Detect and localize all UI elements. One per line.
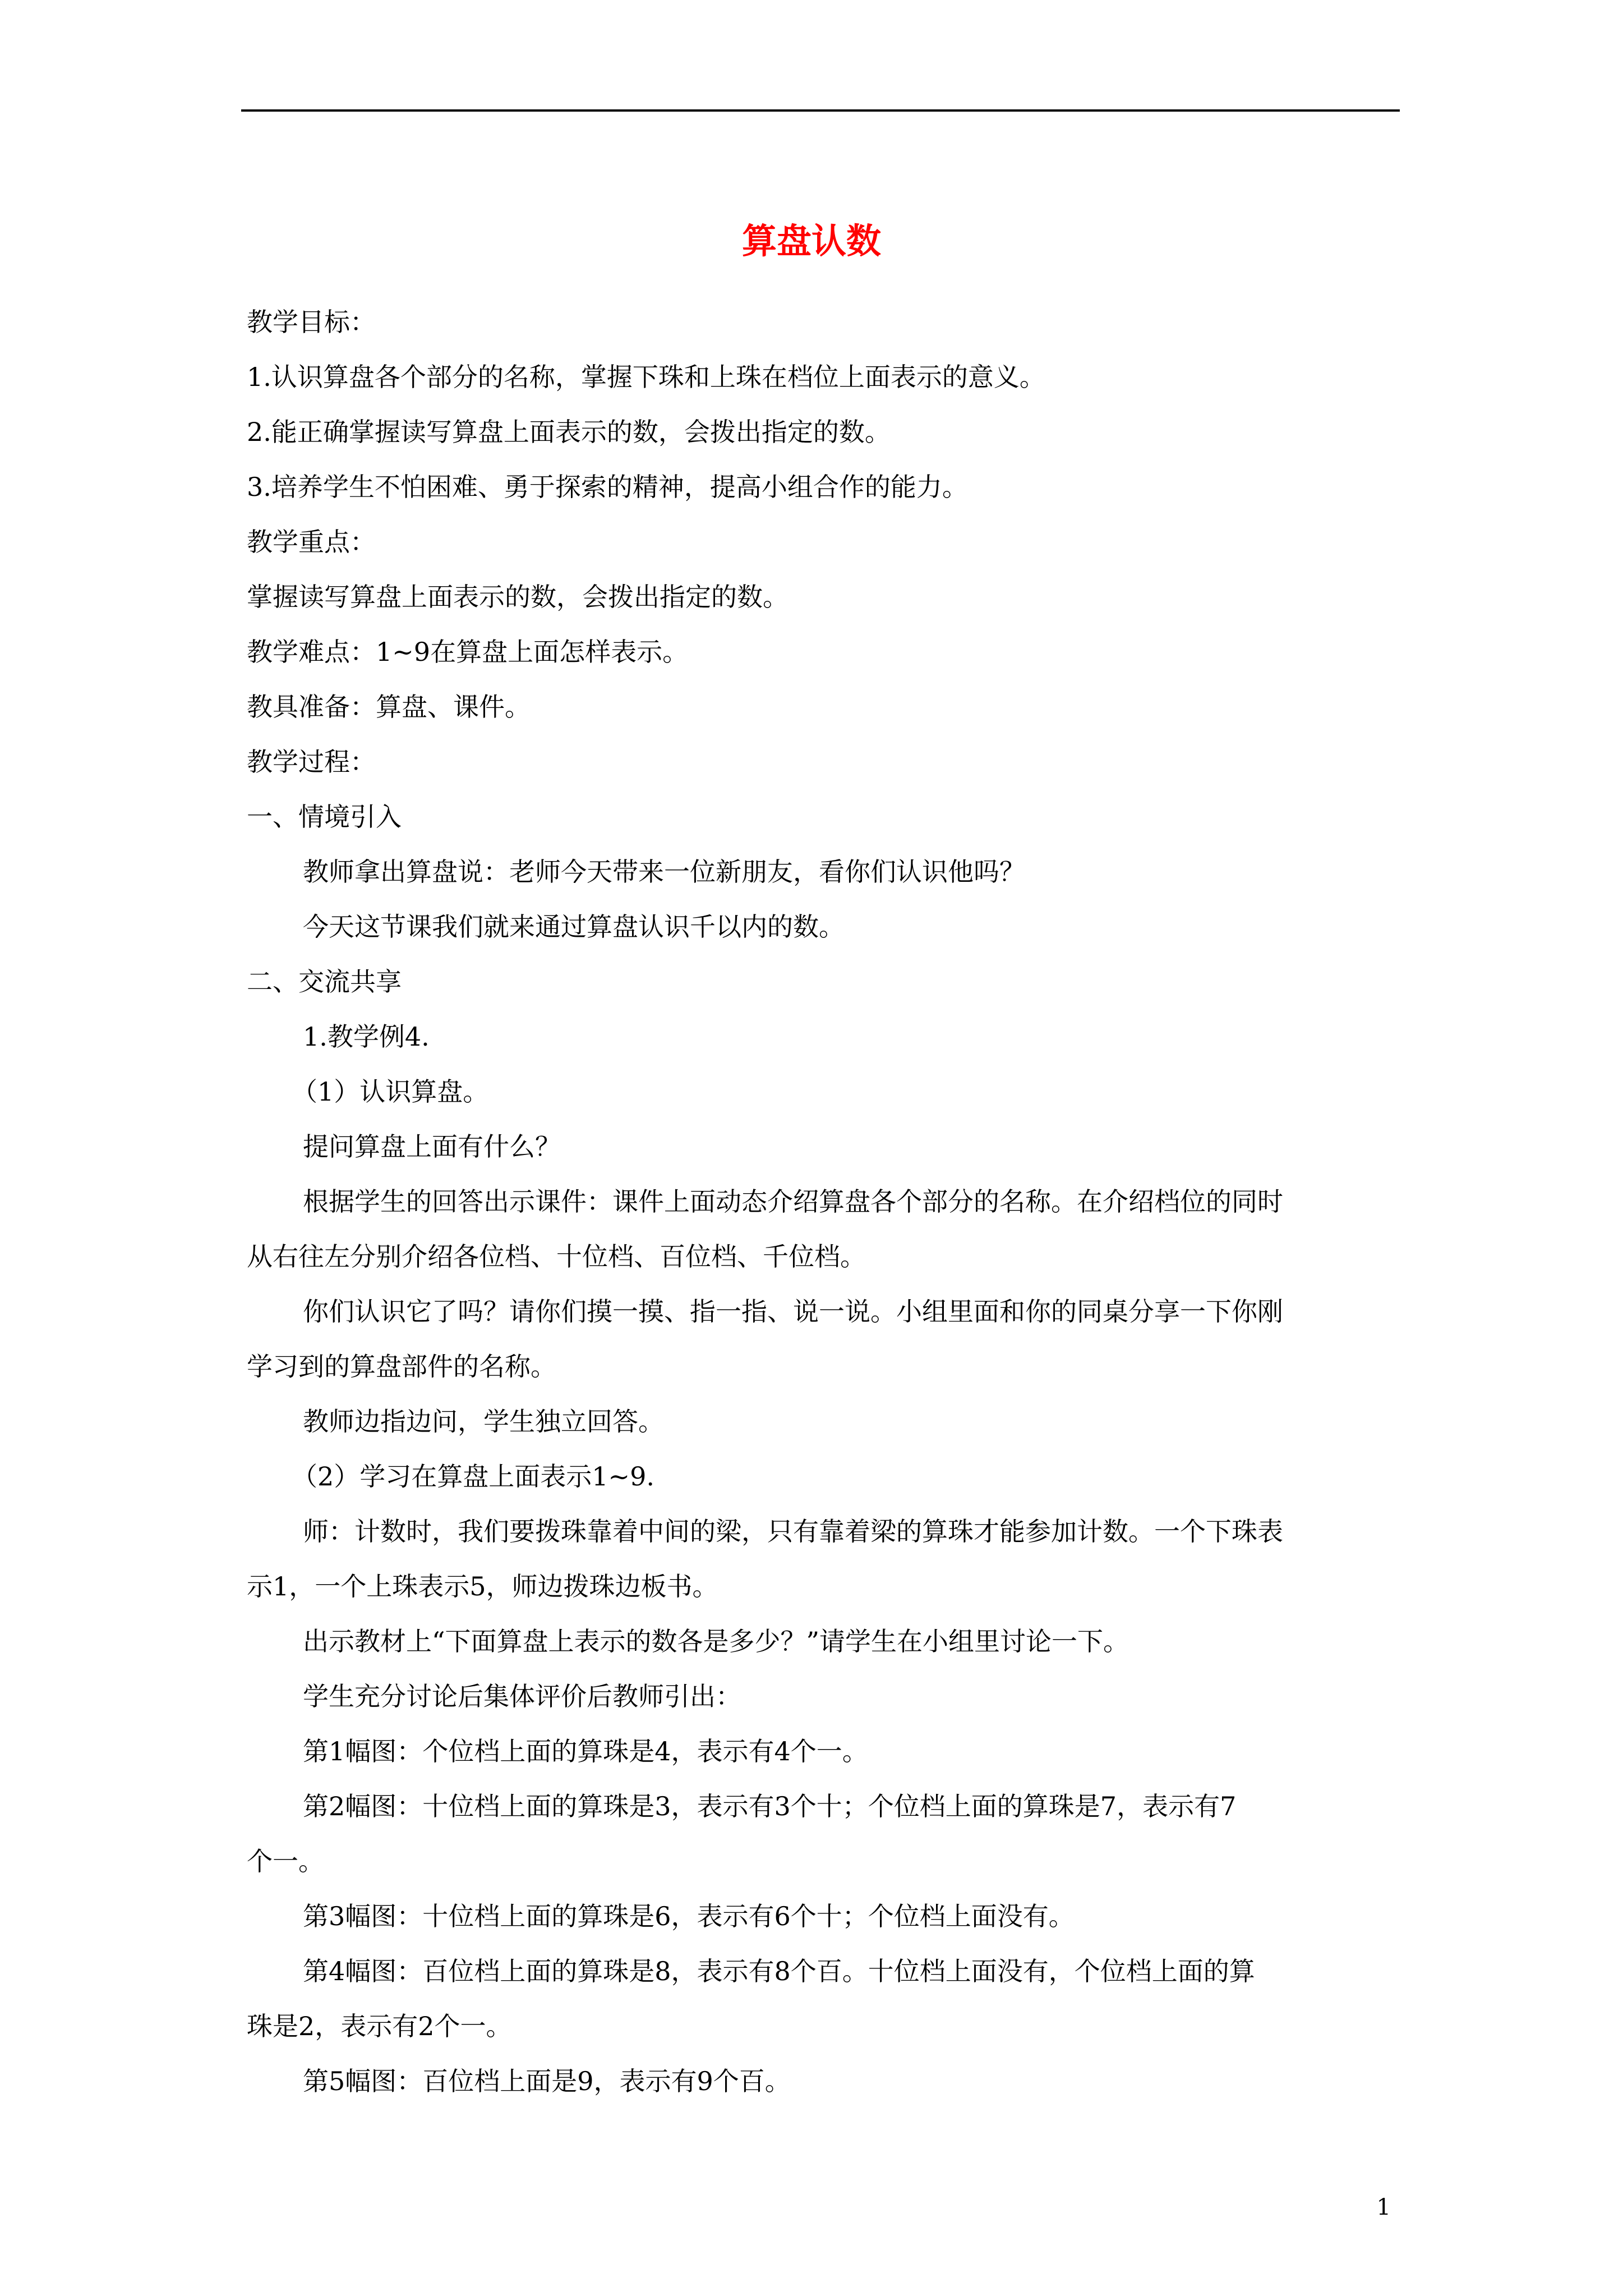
paragraph-line: 师：计数时，我们要拨珠靠着中间的梁，只有靠着梁的算珠才能参加计数。一个下珠表 (303, 1516, 1283, 1547)
paragraph-line: 出示教材上“下面算盘上表示的数各是多少？”请学生在小组里讨论一下。 (303, 1626, 1129, 1657)
paragraph-line: 学生充分讨论后集体评价后教师引出： (303, 1681, 741, 1711)
section-heading: 教学重点： (247, 527, 376, 557)
paragraph-line: 今天这节课我们就来通过算盘认识千以内的数。 (303, 912, 845, 942)
header-rule (241, 109, 1400, 112)
paragraph-line: 教学难点：1~9在算盘上面怎样表示。 (247, 637, 689, 667)
section-heading: 教学目标： (247, 307, 376, 337)
page-number: 1 (1376, 2194, 1391, 2220)
paragraph-line: 掌握读写算盘上面表示的数，会拨出指定的数。 (247, 582, 789, 612)
document-body (247, 295, 1396, 2109)
section-heading: 二、交流共享 (247, 967, 402, 997)
paragraph-line: 第5幅图：百位档上面是9，表示有9个百。 (303, 2066, 791, 2096)
paragraph-line: （2）学习在算盘上面表示1~9. (292, 1461, 654, 1492)
paragraph-line: 示1，一个上珠表示5，师边拨珠边板书。 (247, 1571, 718, 1602)
objective-item: 3.培养学生不怕困难、勇于探索的精神，提高小组合作的能力。 (247, 472, 968, 502)
paragraph-line: 提问算盘上面有什么？ (303, 1131, 561, 1162)
objective-item: 2.能正确掌握读写算盘上面表示的数，会拨出指定的数。 (247, 417, 891, 447)
paragraph-line: 珠是2，表示有2个一。 (247, 2011, 512, 2041)
paragraph-line: 第2幅图：十位档上面的算珠是3，表示有3个十；个位档上面的算珠是7，表示有7 (303, 1791, 1237, 1821)
paragraph-line: 第1幅图：个位档上面的算珠是4，表示有4个一。 (303, 1736, 868, 1766)
objective-item: 1.认识算盘各个部分的名称，掌握下珠和上珠在档位上面表示的意义。 (247, 362, 1045, 392)
paragraph-line: 教师拿出算盘说：老师今天带来一位新朋友，看你们认识他吗？ (303, 857, 1025, 887)
paragraph-line: 根据学生的回答出示课件：课件上面动态介绍算盘各个部分的名称。在介绍档位的同时 (303, 1186, 1283, 1217)
section-heading: 一、情境引入 (247, 802, 402, 832)
paragraph-line: 你们认识它了吗？请你们摸一摸、指一指、说一说。小组里面和你的同桌分享一下你刚 (303, 1296, 1283, 1327)
paragraph-line: 教具准备：算盘、课件。 (247, 692, 531, 722)
paragraph-line: 1.教学例4. (303, 1022, 430, 1052)
paragraph-line: 学习到的算盘部件的名称。 (247, 1351, 556, 1382)
paragraph-line: 第3幅图：十位档上面的算珠是6，表示有6个十；个位档上面没有。 (303, 1901, 1075, 1931)
paragraph-line: 从右往左分别介绍各位档、十位档、百位档、千位档。 (247, 1241, 866, 1272)
paragraph-line: （1）认识算盘。 (292, 1076, 489, 1107)
section-heading: 教学过程： (247, 747, 376, 777)
paragraph-line: 第4幅图：百位档上面的算珠是8，表示有8个百。十位档上面没有，个位档上面的算 (303, 1956, 1255, 1986)
paragraph-line: 个一。 (247, 1846, 324, 1876)
paragraph-line: 教师边指边问，学生独立回答。 (303, 1406, 664, 1437)
document-title: 算盘认数 (741, 220, 881, 261)
